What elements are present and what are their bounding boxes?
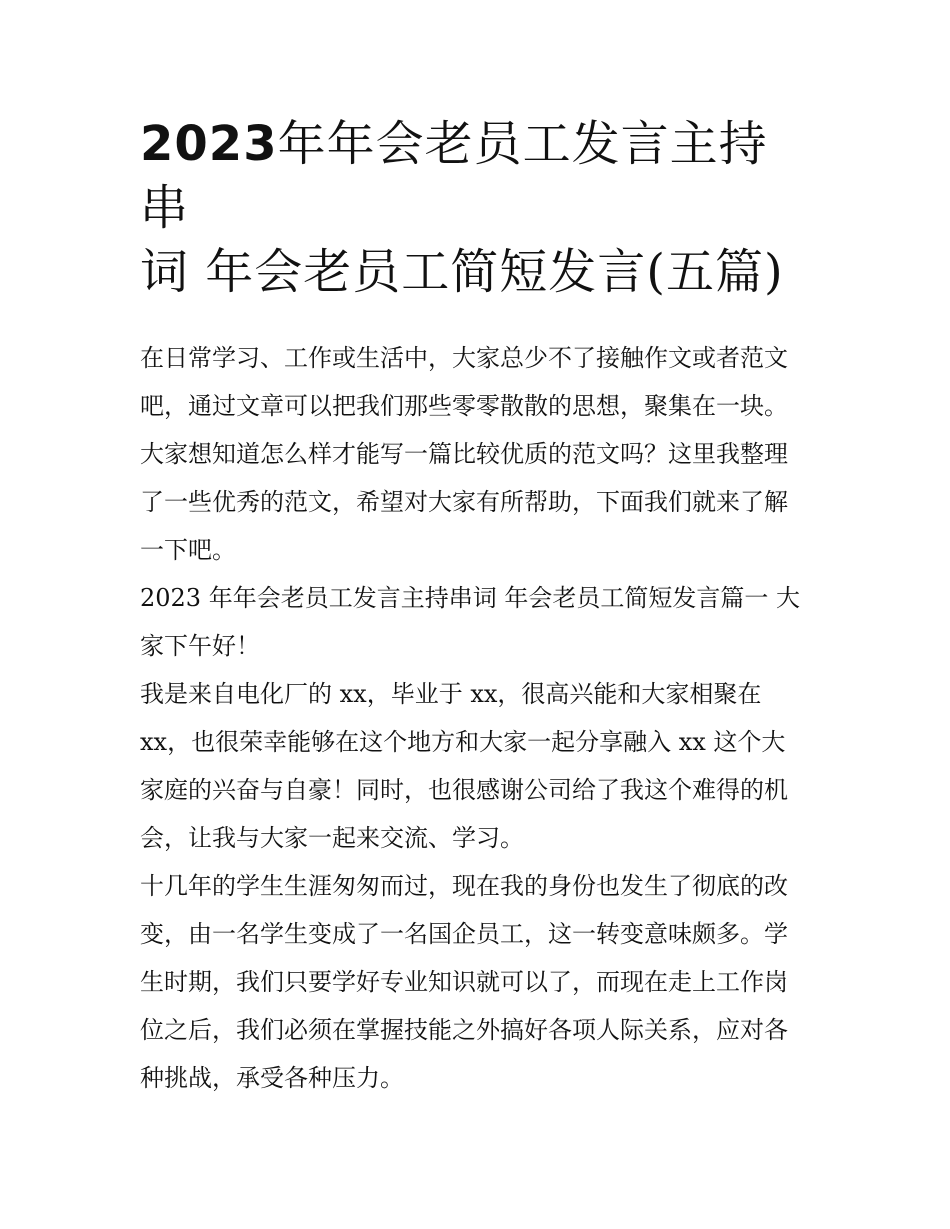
document-title — [140, 112, 812, 304]
paragraph-introduction-self: 我是来自电化厂的 xx，毕业于 xx，很高兴能和大家相聚在 xx，也很荣幸能够在这个地方和大家一起分享融入 xx 这个大 家庭的兴奋与自豪！同时，也很感谢公司给了我这个难得的机 会，让我与大家一起来交流、学习。 — [140, 680, 788, 852]
document-page — [140, 112, 812, 1102]
paragraph-heading-one: 2023 年年会老员工发言主持串词 年会老员工简短发言篇一 大 家下午好！ — [140, 584, 800, 660]
title-text: 年年会老员工发言主持串 词 年会老员工简短发言(五篇) — [140, 116, 784, 300]
document-body — [140, 334, 812, 1102]
title-year: 2023 — [140, 116, 278, 172]
paragraph-student-life: 十几年的学生生涯匆匆而过，现在我的身份也发生了彻底的改 变，由一名学生变成了一名国企员工，这一转变意味颇多。学 生时期，我们只要学好专业知识就可以了，而现在走上工作岗 位之后，我们必须在掌握技能之外搞好各项人际关系，应对各 种挑战，承受各种压力。 — [140, 872, 788, 1092]
paragraph-intro: 在日常学习、工作或生活中，大家总少不了接触作文或者范文 吧，通过文章可以把我们那些零零散散的思想，聚集在一块。 大家想知道怎么样才能写一篇比较优质的范文吗？这里我整理 了一些优秀的范文，希望对大家有所帮助，下面我们就来了解 一下吧。 — [140, 344, 788, 564]
